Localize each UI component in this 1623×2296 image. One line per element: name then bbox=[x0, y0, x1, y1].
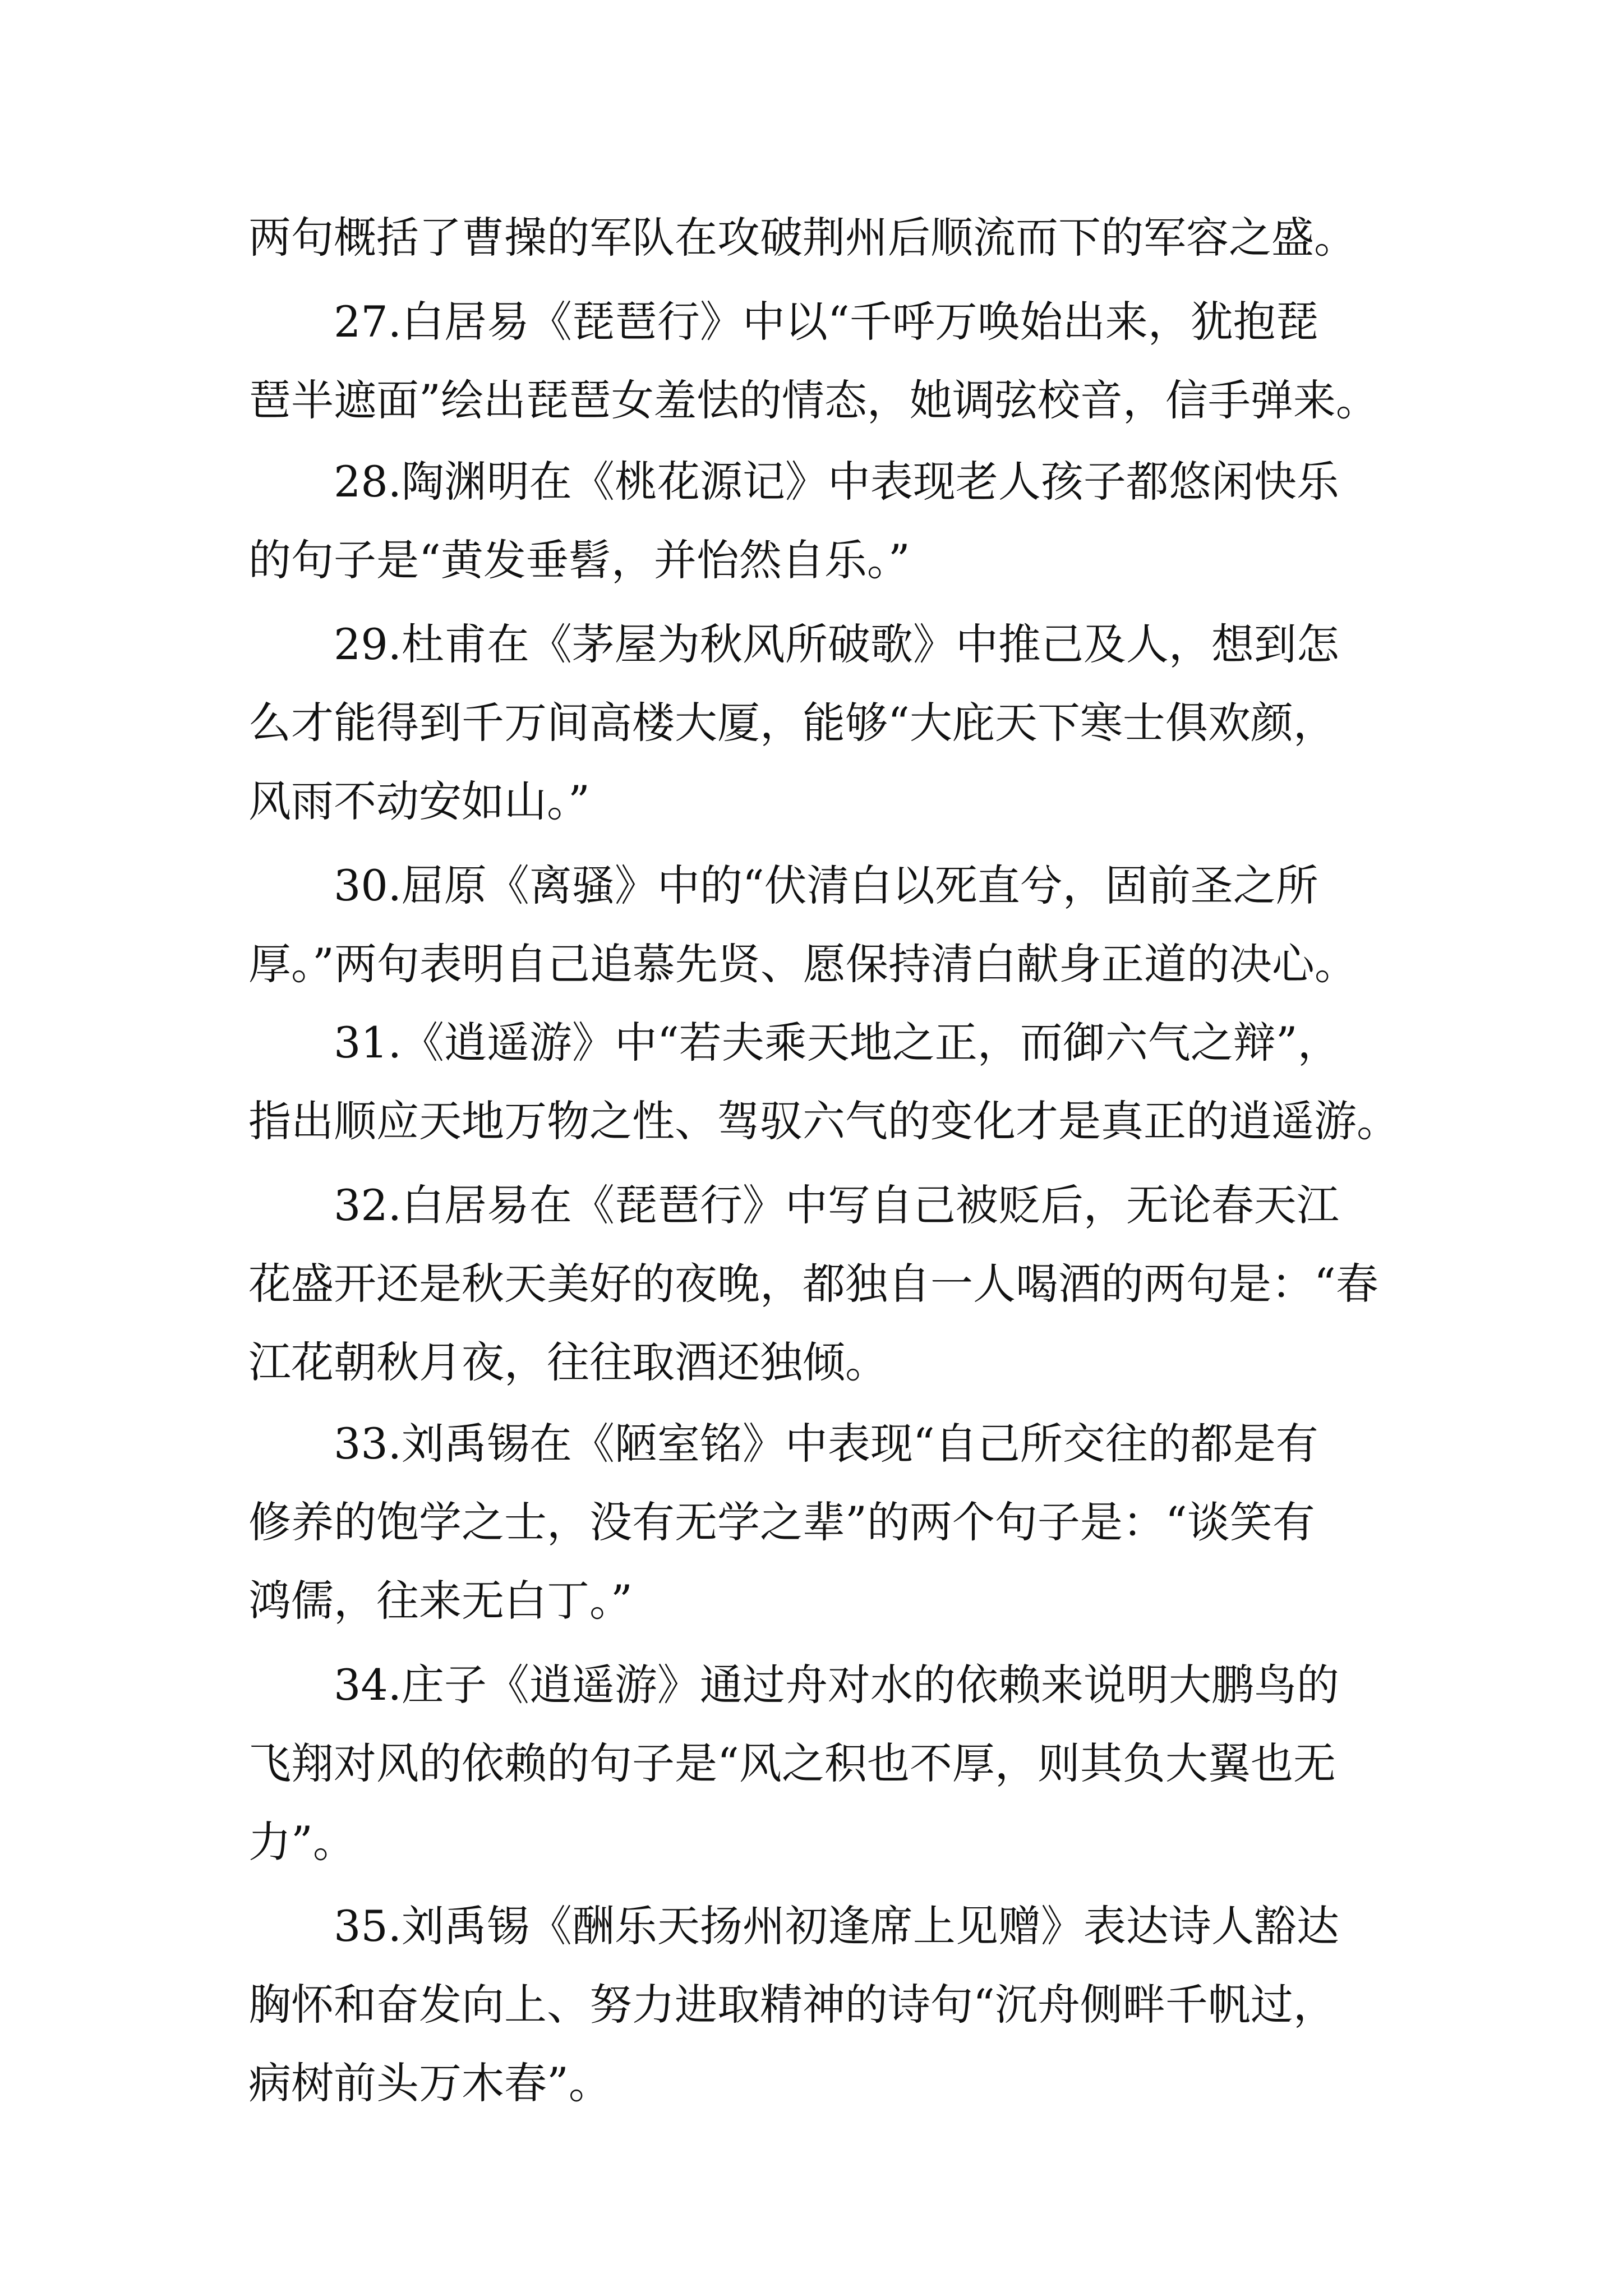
line-text: 35.刘禹锡《酬乐天扬州初逢席上见赠》表达诗人豁达 bbox=[334, 1901, 1339, 1951]
text-line bbox=[0, 839, 1623, 923]
line-text: 力”。 bbox=[248, 1817, 356, 1867]
line-text: 么才能得到千万间高楼大厦，能够“大庇天下寒士俱欢颜， bbox=[248, 698, 1336, 748]
text-line bbox=[0, 996, 1623, 1080]
text-line bbox=[0, 1397, 1623, 1481]
text-line bbox=[0, 1158, 1623, 1243]
line-text: 30.屈原《离骚》中的“伏清白以死直兮，固前圣之所 bbox=[334, 861, 1318, 910]
text-line bbox=[0, 597, 1623, 682]
text-line bbox=[0, 435, 1623, 519]
line-text: 27.白居易《琵琶行》中以“千呼万唤始出来，犹抱琵 bbox=[334, 297, 1318, 347]
line-text: 江花朝秋月夜，往往取酒还独倾。 bbox=[248, 1337, 888, 1387]
line-text: 修养的饱学之士，没有无学之辈”的两个句子是：“谈笑有 bbox=[248, 1497, 1315, 1547]
text-line bbox=[0, 1717, 1623, 1801]
text-line bbox=[0, 1554, 1623, 1638]
line-text: 风雨不动安如山。” bbox=[248, 776, 590, 826]
line-text: 胸怀和奋发向上、努力进取精神的诗句“沉舟侧畔千帆过， bbox=[248, 1980, 1336, 2030]
line-text: 的句子是“黄发垂髫，并怡然自乐。” bbox=[248, 535, 910, 585]
line-text: 指出顺应天地万物之性、驾驭六气的变化才是真正的逍遥游。 bbox=[248, 1096, 1399, 1146]
text-line bbox=[0, 1315, 1623, 1400]
text-line bbox=[0, 1475, 1623, 1559]
text-line bbox=[0, 917, 1623, 1001]
text-line bbox=[0, 1879, 1623, 1963]
text-line bbox=[0, 2036, 1623, 2120]
text-line bbox=[0, 1795, 1623, 1879]
line-text: 鸿儒，往来无白丁。” bbox=[248, 1576, 633, 1626]
text-line bbox=[0, 1074, 1623, 1158]
text-line bbox=[0, 275, 1623, 359]
line-text: 飞翔对风的依赖的句子是“风之积也不厚，则其负大翼也无 bbox=[248, 1738, 1336, 1788]
text-line bbox=[0, 191, 1623, 275]
text-line bbox=[0, 754, 1623, 839]
line-text: 厚。”两句表明自己追慕先贤、愿保持清白献身正道的决心。 bbox=[248, 939, 1357, 989]
line-text: 33.刘禹锡在《陋室铭》中表现“自己所交往的都是有 bbox=[334, 1419, 1318, 1469]
text-line bbox=[0, 1958, 1623, 2042]
line-text: 琶半遮面”绘出琵琶女羞怯的情态，她调弦校音，信手弹来。 bbox=[248, 375, 1378, 425]
line-text: 病树前头万木春”。 bbox=[248, 2058, 611, 2108]
text-line bbox=[0, 1237, 1623, 1321]
line-text: 32.白居易在《琵琶行》中写自己被贬后，无论春天江 bbox=[334, 1180, 1339, 1230]
text-line bbox=[0, 353, 1623, 438]
line-text: 28.陶渊明在《桃花源记》中表现老人孩子都悠闲快乐 bbox=[334, 457, 1339, 507]
text-line bbox=[0, 1638, 1623, 1722]
line-text: 34.庄子《逍遥游》通过舟对水的依赖来说明大鹏鸟的 bbox=[334, 1660, 1339, 1710]
text-line bbox=[0, 676, 1623, 760]
line-text: 31.《逍遥游》中“若夫乘天地之正，而御六气之辩”， bbox=[334, 1018, 1340, 1068]
line-text: 两句概括了曹操的军队在攻破荆州后顺流而下的军容之盛。 bbox=[248, 213, 1357, 263]
line-text: 花盛开还是秋天美好的夜晚，都独自一人喝酒的两句是：“春 bbox=[248, 1259, 1378, 1309]
line-text: 29.杜甫在《茅屋为秋风所破歌》中推己及人，想到怎 bbox=[334, 619, 1339, 669]
text-line bbox=[0, 513, 1623, 597]
